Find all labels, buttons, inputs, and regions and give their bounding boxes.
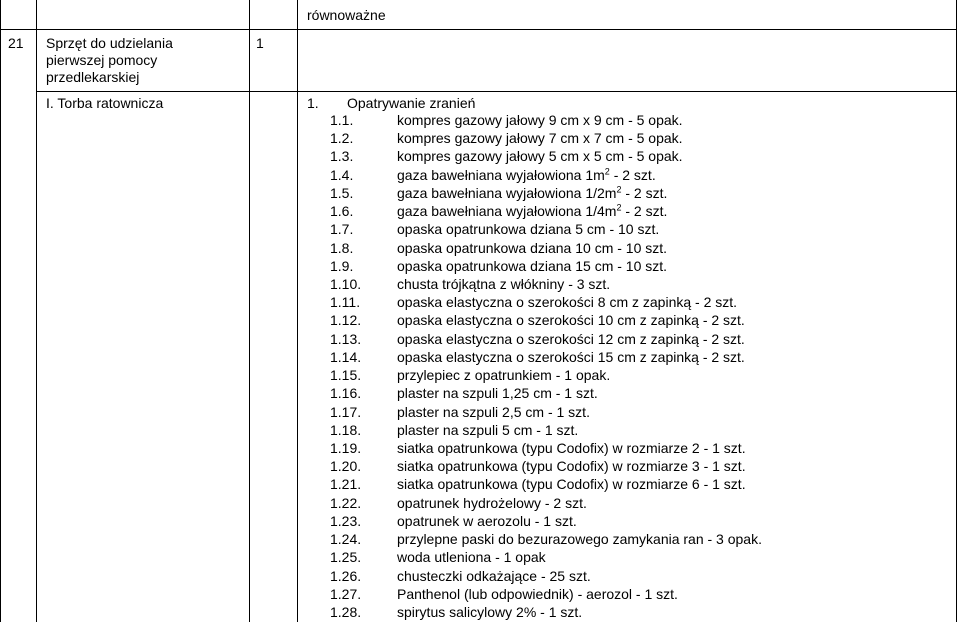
item-text (397, 476, 746, 492)
item-text-suffix: - 2 szt. (621, 185, 668, 201)
item-text (397, 294, 737, 310)
item-number: 1.10. (330, 276, 362, 292)
header-col3-text: równoważne (307, 7, 386, 23)
item-number: 1.19. (330, 440, 362, 456)
item-text-main: siatka opatrunkowa (typu Codofix) w rozmiarze 2 - 1 szt. (397, 440, 746, 456)
item-text-main: chusta trójkątna z włókniny - 3 szt. (397, 276, 611, 292)
item-text-superscript: 2 (604, 166, 610, 177)
item-number: 1.12. (330, 312, 362, 328)
item-number: 1.3. (330, 148, 354, 164)
row-divider-top (0, 29, 957, 30)
item-number: 1.9. (330, 258, 354, 274)
item-text-main: siatka opatrunkowa (typu Codofix) w rozmiarze 3 - 1 szt. (397, 458, 746, 474)
item-text (397, 586, 678, 602)
item-text (397, 276, 610, 292)
item-text-main: opaska elastyczna o szerokości 8 cm z zapinką - 2 szt. (397, 294, 738, 310)
item-text (397, 604, 582, 620)
item-text-suffix: - 2 szt. (609, 167, 656, 183)
item-text-main: gaza bawełniana wyjałowiona 1/4m (397, 203, 617, 219)
item-text (397, 331, 745, 347)
item-number: 1.26. (330, 568, 362, 584)
item-text (397, 458, 746, 474)
item-text-main: plaster na szpuli 2,5 cm - 1 szt. (397, 404, 590, 420)
item-text (397, 440, 746, 456)
item-number: 1.23. (330, 513, 362, 529)
item-number: 1.6. (330, 203, 354, 219)
column-divider-3 (297, 0, 298, 622)
item-text-main: opaska elastyczna o szerokości 12 cm z zapinką - 2 szt. (397, 331, 745, 347)
item-number: 1.8. (330, 240, 354, 256)
item-text (397, 367, 610, 383)
item-text-main: woda utleniona - 1 opak (397, 549, 546, 565)
item-text (397, 568, 591, 584)
item-text-main: Panthenol (lub odpowiednik) - aerozol - 1 szt. (397, 586, 678, 602)
item-text (397, 495, 587, 511)
item-number: 1.15. (330, 367, 362, 383)
item-text-main: spirytus salicylowy 2% - 1 szt. (397, 604, 583, 620)
column-divider-2 (249, 0, 250, 622)
item-number: 1.13. (330, 331, 362, 347)
row-divider-subsection (36, 91, 957, 92)
item-text (397, 185, 667, 201)
item-text-main: gaza bawełniana wyjałowiona 1/2m (397, 185, 617, 201)
item-text (397, 422, 578, 438)
subsection-label: I. Torba ratownicza (46, 95, 164, 111)
subsection-heading-number: 1. (307, 95, 319, 111)
item-text-main: kompres gazowy jałowy 7 cm x 7 cm - 5 opak. (397, 130, 683, 146)
item-text (397, 130, 683, 146)
item-number: 1.22. (330, 495, 362, 511)
item-number: 1.7. (330, 221, 354, 237)
item-text-main: opaska elastyczna o szerokości 10 cm z zapinką - 2 szt. (397, 312, 745, 328)
item-number: 1.11. (330, 294, 361, 310)
item-text (397, 549, 546, 565)
item-text (397, 240, 667, 256)
item-text (397, 167, 656, 183)
item-text (397, 203, 667, 219)
item-text (397, 258, 667, 274)
item-number: 1.14. (330, 349, 362, 365)
row-name-line-3: przedlekarskiej (46, 69, 140, 85)
item-number: 1.27. (330, 586, 362, 602)
item-text (397, 531, 762, 547)
item-number: 1.5. (330, 185, 354, 201)
item-text-main: opaska opatrunkowa dziana 15 cm - 10 szt. (397, 258, 668, 274)
item-text-superscript: 2 (616, 202, 622, 213)
item-text-main: przylepne paski do bezurazowego zamykania ran - 3 opak. (397, 531, 762, 547)
item-text-main: opatrunek w aerozolu - 1 szt. (397, 513, 577, 529)
item-text-main: chusteczki odkażające - 25 szt. (397, 568, 591, 584)
item-number: 1.24. (330, 531, 362, 547)
item-text-main: gaza bawełniana wyjałowiona 1m (397, 167, 605, 183)
table-right-border (956, 0, 957, 622)
item-number: 1.21. (330, 476, 362, 492)
item-text (397, 385, 598, 401)
item-text (397, 404, 590, 420)
row-name-line-1: Sprzęt do udzielania (46, 35, 173, 51)
item-text-main: opaska opatrunkowa dziana 10 cm - 10 szt. (397, 240, 668, 256)
item-number: 1.28. (330, 604, 362, 620)
subsection-heading-text: Opatrywanie zranień (347, 95, 476, 111)
row-number: 21 (8, 35, 24, 51)
item-text-main: opaska opatrunkowa dziana 5 cm - 10 szt. (397, 221, 660, 237)
item-text-main: plaster na szpuli 5 cm - 1 szt. (397, 422, 579, 438)
item-number: 1.17. (330, 404, 362, 420)
item-number: 1.25. (330, 549, 362, 565)
item-text (397, 513, 577, 529)
item-text-main: opaska elastyczna o szerokości 15 cm z zapinką - 2 szt. (397, 349, 745, 365)
row-name-line-2: pierwszej pomocy (46, 52, 158, 68)
item-text-main: opatrunek hydrożelowy - 2 szt. (397, 495, 587, 511)
item-text-superscript: 2 (616, 184, 622, 195)
item-text-main: kompres gazowy jałowy 9 cm x 9 cm - 5 opak. (397, 112, 683, 128)
item-text (397, 112, 683, 128)
item-text-main: siatka opatrunkowa (typu Codofix) w rozmiarze 6 - 1 szt. (397, 476, 746, 492)
item-number: 1.16. (330, 385, 362, 401)
item-text-main: przylepiec z opatrunkiem - 1 opak. (397, 367, 611, 383)
item-text (397, 221, 659, 237)
column-divider-1 (36, 0, 37, 622)
item-text (397, 312, 745, 328)
table-left-border (0, 0, 1, 622)
item-text-suffix: - 2 szt. (621, 203, 668, 219)
item-number: 1.4. (330, 167, 354, 183)
item-text (397, 148, 683, 164)
item-number: 1.18. (330, 422, 362, 438)
item-number: 1.1. (330, 112, 354, 128)
item-number: 1.2. (330, 130, 354, 146)
item-text-main: kompres gazowy jałowy 5 cm x 5 cm - 5 opak. (397, 148, 683, 164)
item-number: 1.20. (330, 458, 362, 474)
item-text (397, 349, 745, 365)
item-text-main: plaster na szpuli 1,25 cm - 1 szt. (397, 385, 598, 401)
row-quantity: 1 (256, 35, 264, 51)
